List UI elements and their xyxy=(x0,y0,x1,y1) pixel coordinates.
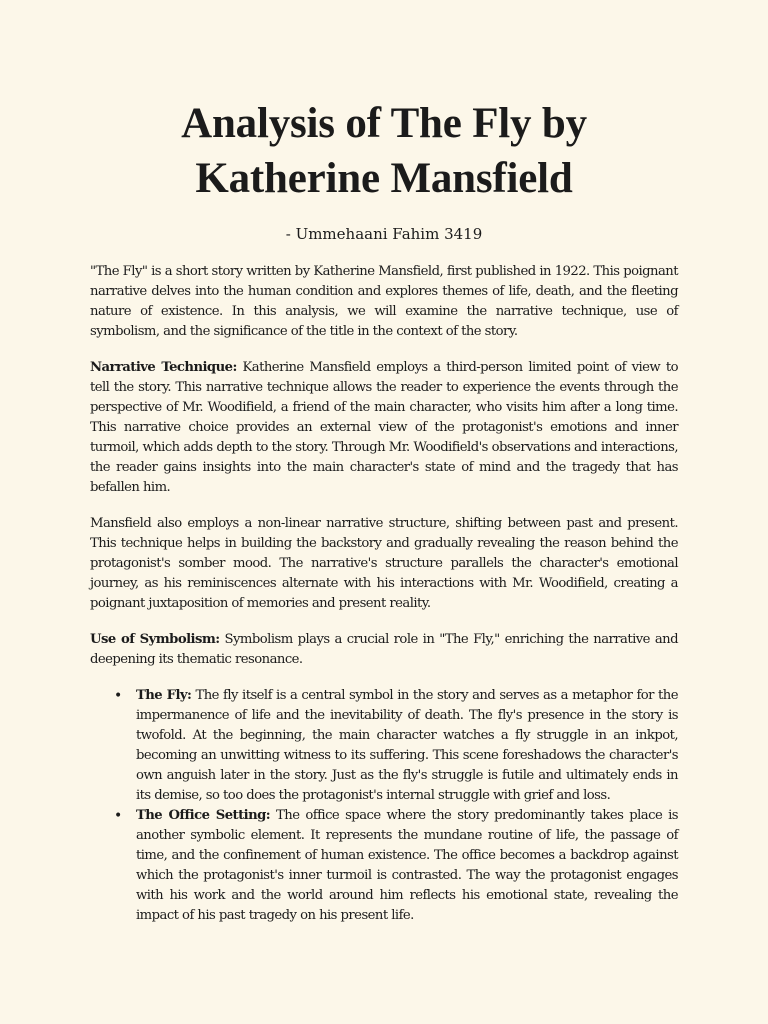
narrative-technique-text: Katherine Mansfield employs a third-person limited point of view to tell the story. This narrative technique allows the reader to experience the events through the perspective of Mr. Woodifield, a friend of the main character, who visits him after a long time. This narrative choice provides an external view of the protagonist's emotions and inner turmoil, which adds depth to the story. Through Mr. Woodifield's observations and interactions, the reader gains insights into the main character's state of mind and the tragedy that has befallen him. xyxy=(90,360,678,495)
symbolism-label: Use of Symbolism: xyxy=(90,632,220,647)
document-title: Analysis of The Fly by Katherine Mansfield xyxy=(181,100,587,202)
intro-paragraph: "The Fly" is a short story written by Katherine Mansfield, first published in 1922. This poignant narrative delves into the human condition and explores themes of life, death, and the fleeting nature of existence. In this analysis, we will examine the narrative technique, use of symbolism, and the significance of the title in the context of the story. xyxy=(90,264,678,339)
list-item xyxy=(114,686,678,806)
nonlinear-paragraph: Mansfield also employs a non-linear narrative structure, shifting between past and present. This technique helps in building the backstory and gradually revealing the reason behind the protagonist's somber mood. The narrative's structure parallels the character's emotional journey, as his reminiscences alternate with his interactions with Mr. Woodifield, creating a poignant juxtaposition of memories and present reality. xyxy=(90,516,678,611)
narrative-technique-paragraph xyxy=(90,358,678,498)
symbol-list xyxy=(90,686,678,926)
bullet-marker: • xyxy=(114,808,122,824)
list-item-label: The Fly: xyxy=(136,688,192,703)
bullet-marker: • xyxy=(114,688,122,704)
list-item-label: The Office Setting: xyxy=(136,808,271,823)
narrative-technique-label: Narrative Technique: xyxy=(90,360,237,375)
list-item xyxy=(114,806,678,926)
author-line: - Ummehaani Fahim 3419 xyxy=(285,225,483,243)
symbolism-paragraph xyxy=(90,630,678,670)
symbolism-text: Symbolism plays a crucial role in "The Fly," enriching the narrative and deepening its thematic resonance. xyxy=(90,632,678,667)
list-item-text: The office space where the story predominantly takes place is another symbolic element. It represents the mundane routine of life, the passage of time, and the confinement of human existence. The office becomes a backdrop against which the protagonist's inner turmoil is contrasted. The way the protagonist engages with his work and the world around him reflects his emotional state, revealing the impact of his past tragedy on his present life. xyxy=(136,808,678,923)
list-item-text: The fly itself is a central symbol in the story and serves as a metaphor for the impermanence of life and the inevitability of death. The fly's presence in the story is twofold. At the beginning, the main character watches a fly struggle in an inkpot, becoming an unwitting witness to its suffering. This scene foreshadows the character's own anguish later in the story. Just as the fly's struggle is futile and ultimately ends in its demise, so too does the protagonist's internal struggle with grief and loss. xyxy=(136,688,678,803)
